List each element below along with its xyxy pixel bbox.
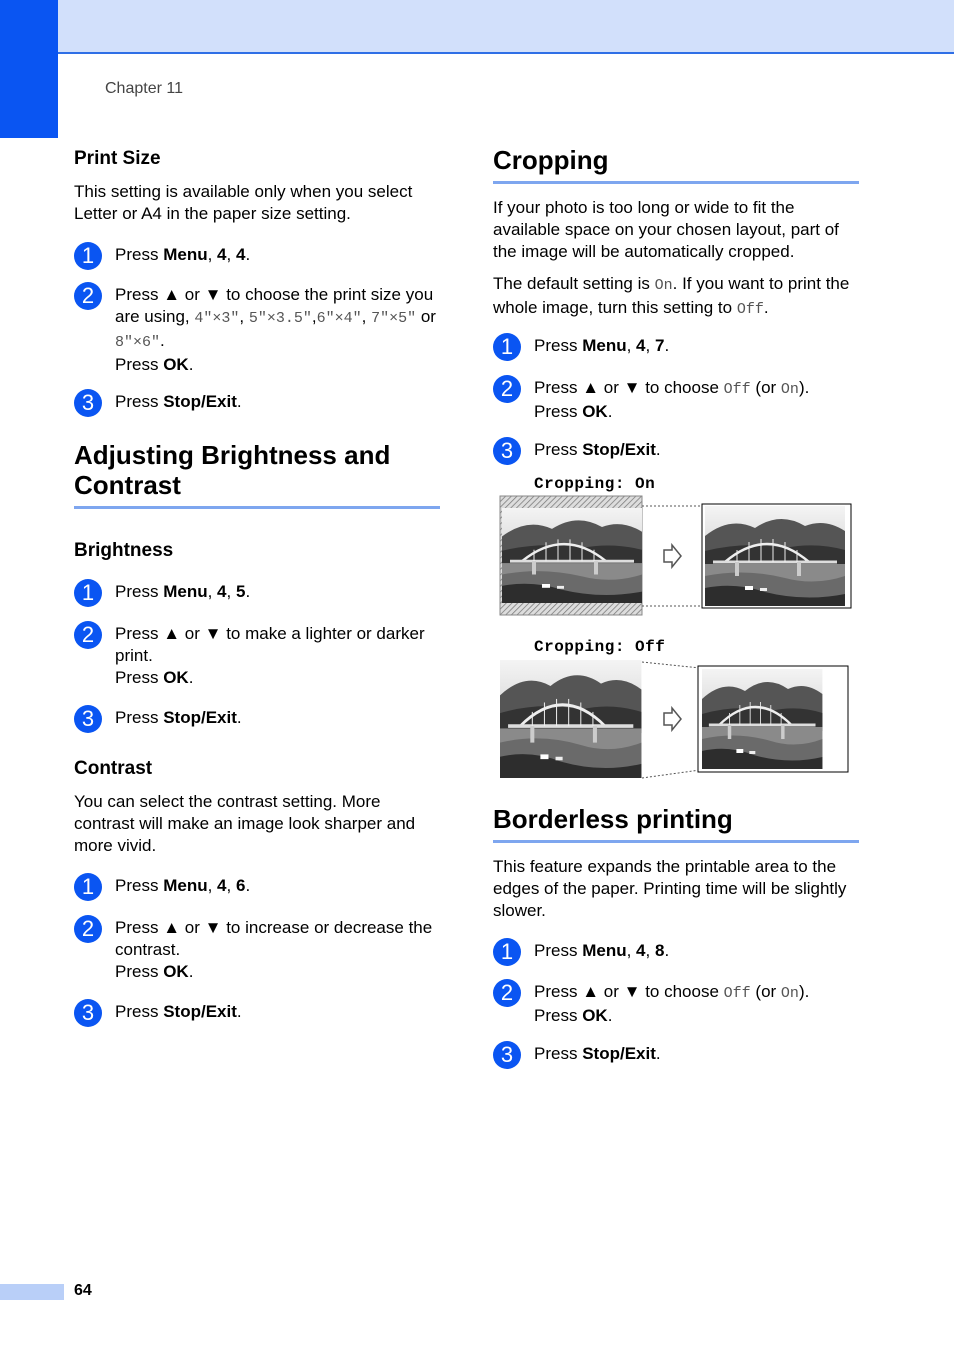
down-arrow-icon: ▼ — [204, 285, 222, 304]
print-size-heading: Print Size — [74, 148, 161, 169]
cropping-para: If your photo is too long or wide to fit the available space on your chosen layout, part of the image will be automatically cropped. — [493, 198, 839, 261]
footer-bar — [0, 1284, 64, 1300]
step-number: 1 — [74, 579, 102, 607]
step-number: 1 — [493, 938, 521, 966]
step-number: 2 — [493, 979, 521, 1007]
step-number: 1 — [74, 242, 102, 270]
up-arrow-icon: ▲ — [582, 378, 600, 397]
up-arrow-icon: ▲ — [582, 982, 600, 1001]
cropping-heading: Cropping — [493, 145, 859, 184]
step-number: 2 — [74, 282, 102, 310]
cropping-default: The default setting is On. If you want to print the whole image, turn this setting to Off. — [493, 274, 850, 318]
step-number: 3 — [493, 1041, 521, 1069]
step-number: 2 — [493, 375, 521, 403]
page-number: 64 — [74, 1282, 92, 1299]
borderless-heading: Borderless printing — [493, 804, 859, 843]
down-arrow-icon: ▼ — [204, 624, 222, 643]
down-arrow-icon: ▼ — [623, 378, 641, 397]
cropping-off-label: Cropping: Off — [534, 638, 666, 656]
borderless-intro: This feature expands the printable area to the edges of the paper. Printing time will be slightly slower. — [493, 857, 847, 920]
step-number: 3 — [74, 999, 102, 1027]
step-number: 2 — [74, 621, 102, 649]
up-arrow-icon: ▲ — [163, 918, 181, 937]
arrow-right-icon — [664, 708, 681, 730]
chapter-label: Chapter 11 — [105, 80, 183, 97]
step-number: 3 — [493, 437, 521, 465]
down-arrow-icon: ▼ — [623, 982, 641, 1001]
up-arrow-icon: ▲ — [163, 285, 181, 304]
step-number: 2 — [74, 915, 102, 943]
step-number: 3 — [74, 705, 102, 733]
print-size-intro: This setting is available only when you select Letter or A4 in the paper size setting. — [74, 182, 413, 223]
contrast-heading: Contrast — [74, 758, 153, 779]
up-arrow-icon: ▲ — [163, 624, 181, 643]
step-number: 3 — [74, 389, 102, 417]
brightness-heading: Brightness — [74, 540, 174, 561]
cropping-on-label: Cropping: On — [534, 475, 656, 493]
step-number: 1 — [74, 873, 102, 901]
arrow-right-icon — [664, 545, 681, 567]
adjusting-heading: Adjusting Brightness and Contrast — [74, 440, 440, 509]
step-number: 1 — [493, 333, 521, 361]
contrast-intro: You can select the contrast setting. More contrast will make an image look sharper and more vivid. — [74, 792, 416, 855]
down-arrow-icon: ▼ — [204, 918, 222, 937]
